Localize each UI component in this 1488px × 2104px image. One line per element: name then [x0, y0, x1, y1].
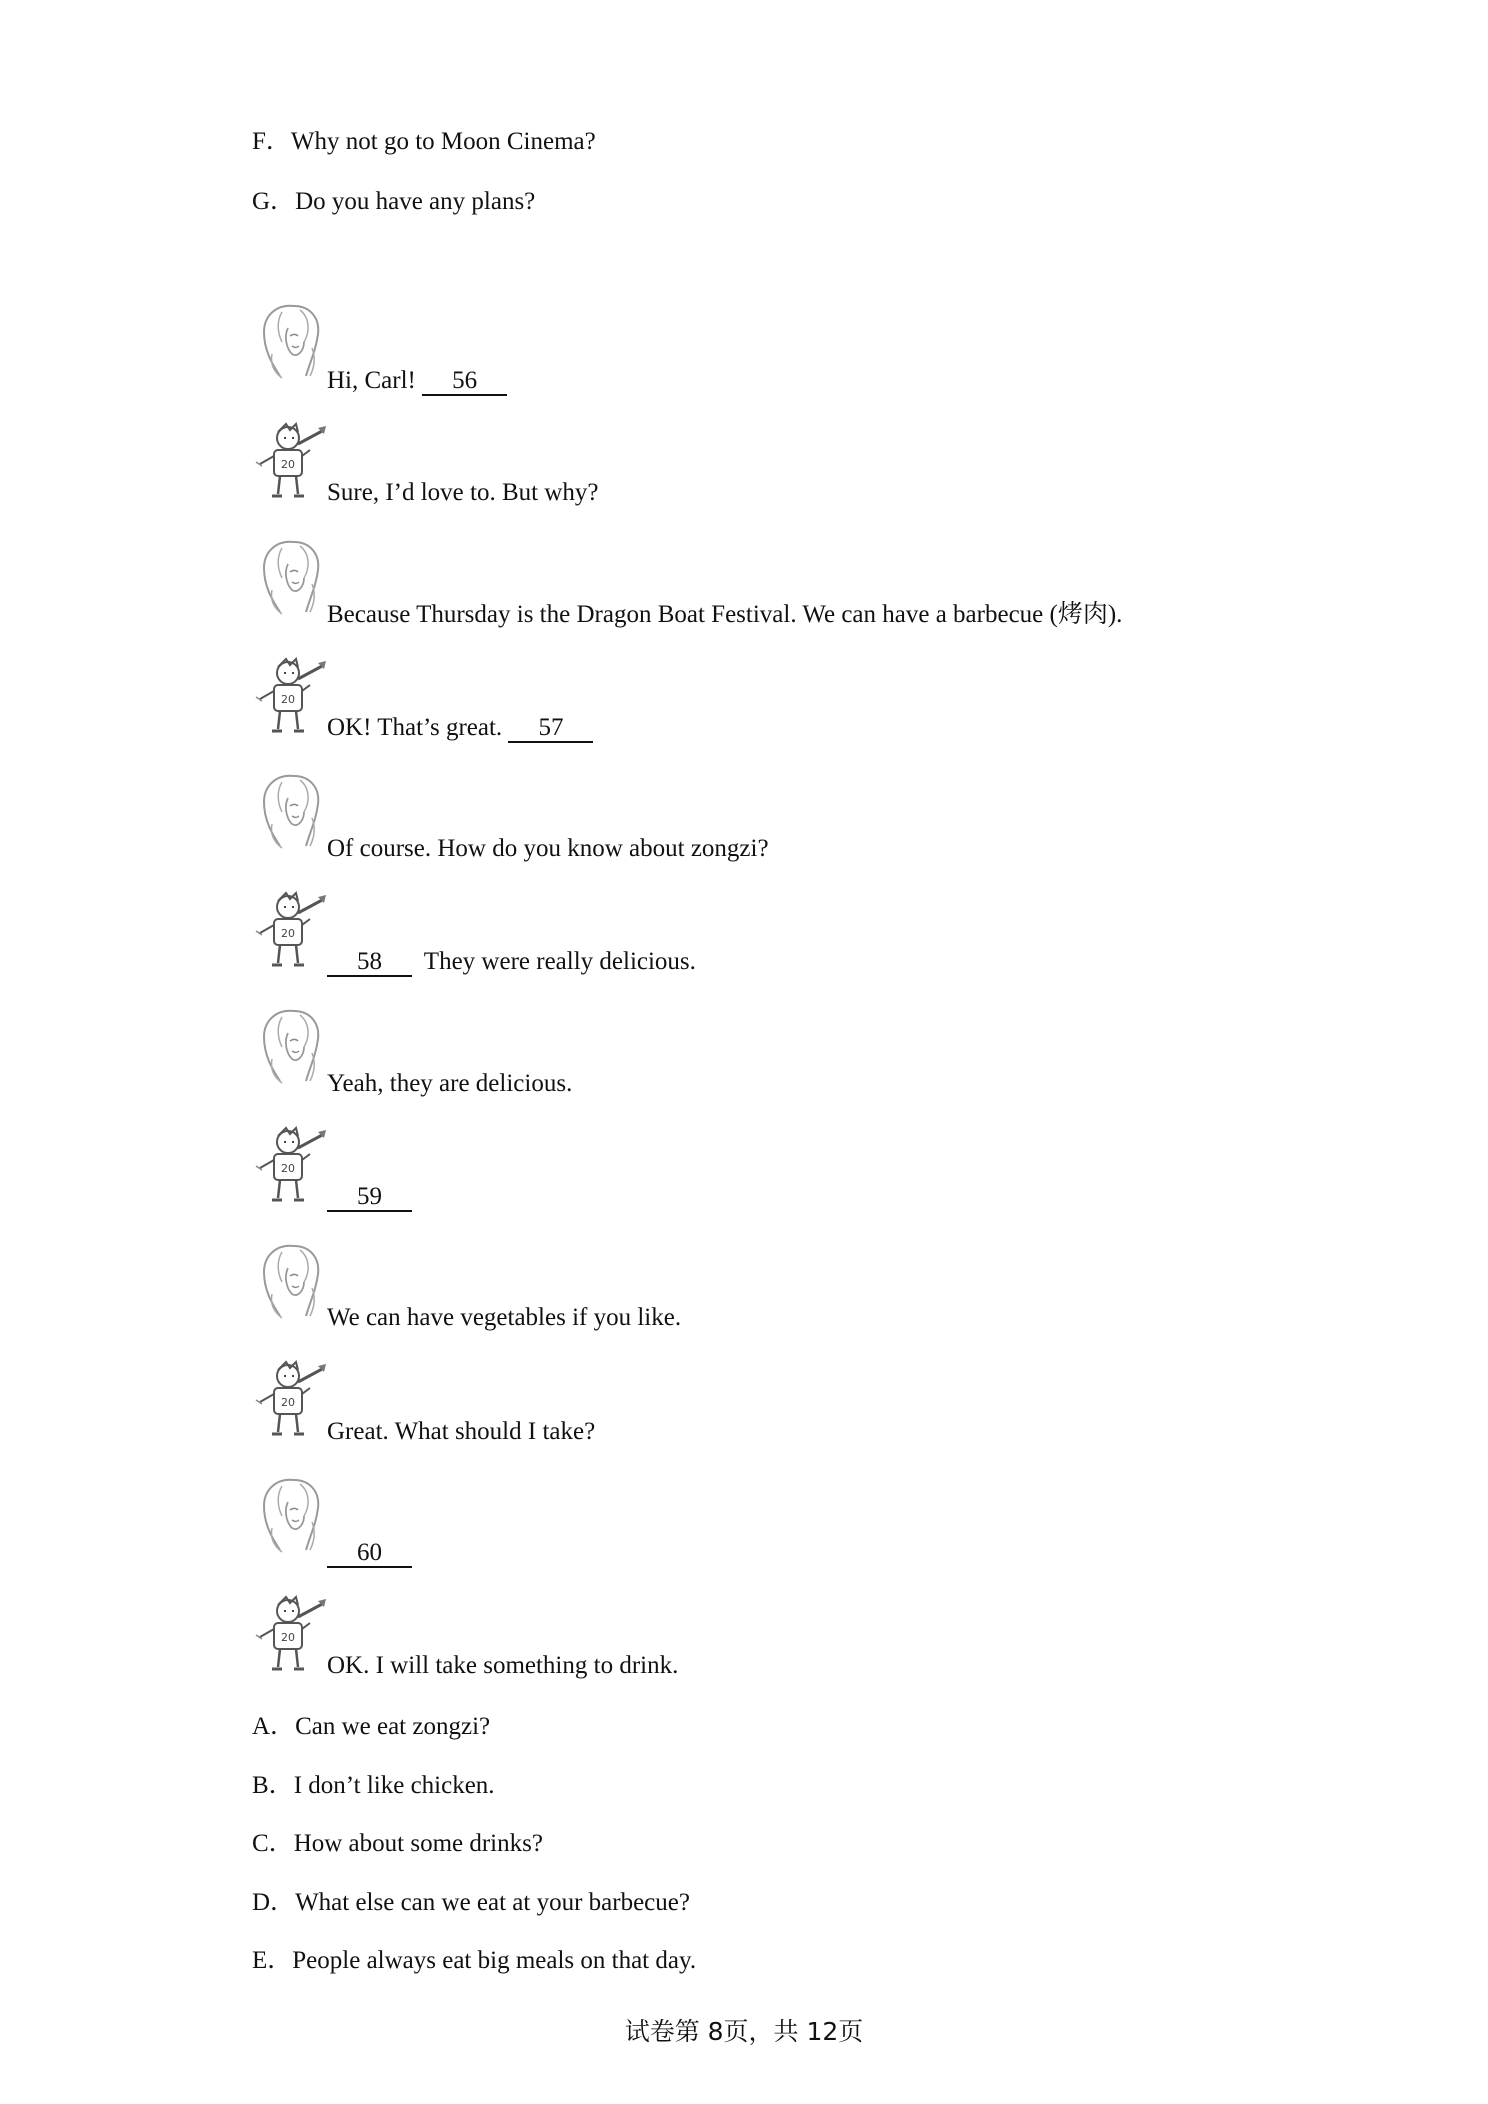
option-letter: C．: [252, 1830, 294, 1857]
option-item: [252, 1771, 495, 1801]
dialogue-text: Yeah, they are delicious.: [327, 1070, 573, 1097]
option-text: I don’t like chicken.: [293, 1772, 495, 1799]
dialogue-text: Hi, Carl!: [327, 367, 423, 394]
option-letter: F．: [252, 128, 291, 155]
option-text: What else can we eat at your barbecue?: [295, 1889, 690, 1916]
option-item: [252, 1712, 490, 1742]
girl-avatar-icon: [252, 768, 332, 852]
dialogue-text: OK. I will take something to drink.: [327, 1652, 679, 1679]
dialogue-text: Of course. How do you know about zongzi?: [327, 835, 769, 862]
dialogue-line: [327, 947, 696, 977]
answer-blank[interactable]: 59: [327, 1184, 412, 1212]
dialogue-line: [327, 1538, 412, 1568]
option-letter: A．: [252, 1713, 296, 1740]
dialogue-line: [327, 1182, 412, 1212]
option-letter: D．: [252, 1889, 296, 1916]
option-text: Can we eat zongzi?: [295, 1713, 491, 1740]
girl-avatar-icon: [252, 534, 332, 618]
dialogue-line: [327, 1069, 572, 1099]
dialogue-line: [327, 834, 769, 864]
dialogue-text: Because Thursday is the Dragon Boat Festival. We can have a barbecue (烤肉).: [327, 601, 1123, 628]
dialogue-text-after: They were really delicious.: [418, 948, 696, 975]
option-letter: E．: [252, 1947, 293, 1974]
option-text: Why not go to Moon Cinema?: [290, 128, 596, 155]
dialogue-text: OK! That’s great.: [327, 714, 509, 741]
option-text: How about some drinks?: [293, 1830, 543, 1857]
option-item: [252, 1888, 690, 1918]
dialogue-line: [327, 366, 513, 396]
dialogue-line: [327, 1417, 595, 1447]
boy-avatar-icon: [252, 1124, 332, 1208]
dialogue-line: [327, 478, 598, 508]
dialogue-text: Sure, I’d love to. But why?: [327, 479, 599, 506]
option-item: [252, 1946, 696, 1976]
option-letter: B．: [252, 1772, 294, 1799]
girl-avatar-icon: [252, 1003, 332, 1087]
boy-avatar-icon: [252, 420, 332, 504]
option-text: People always eat big meals on that day.: [292, 1947, 697, 1974]
option-text: Do you have any plans?: [295, 188, 536, 215]
girl-avatar-icon: [252, 1238, 332, 1322]
answer-blank[interactable]: 60: [327, 1540, 412, 1568]
dialogue-text: Great. What should I take?: [327, 1418, 596, 1445]
option-item: [252, 1829, 543, 1859]
option-item: [252, 187, 535, 217]
boy-avatar-icon: [252, 1358, 332, 1442]
boy-avatar-icon: [252, 889, 332, 973]
answer-blank[interactable]: 58: [327, 949, 412, 977]
option-item: [252, 127, 596, 157]
boy-avatar-icon: [252, 1593, 332, 1677]
dialogue-text: We can have vegetables if you like.: [327, 1304, 682, 1331]
page-footer: 试卷第 8页，共 12页: [624, 2017, 864, 2046]
boy-avatar-icon: [252, 655, 332, 739]
dialogue-line: [327, 1303, 681, 1333]
answer-blank[interactable]: 57: [508, 715, 593, 743]
dialogue-line: [327, 713, 599, 743]
answer-blank[interactable]: 56: [422, 368, 507, 396]
girl-avatar-icon: [252, 1472, 332, 1556]
dialogue-line: [327, 600, 1122, 630]
girl-avatar-icon: [252, 298, 332, 382]
option-letter: G．: [252, 188, 296, 215]
dialogue-line: [327, 1651, 678, 1681]
